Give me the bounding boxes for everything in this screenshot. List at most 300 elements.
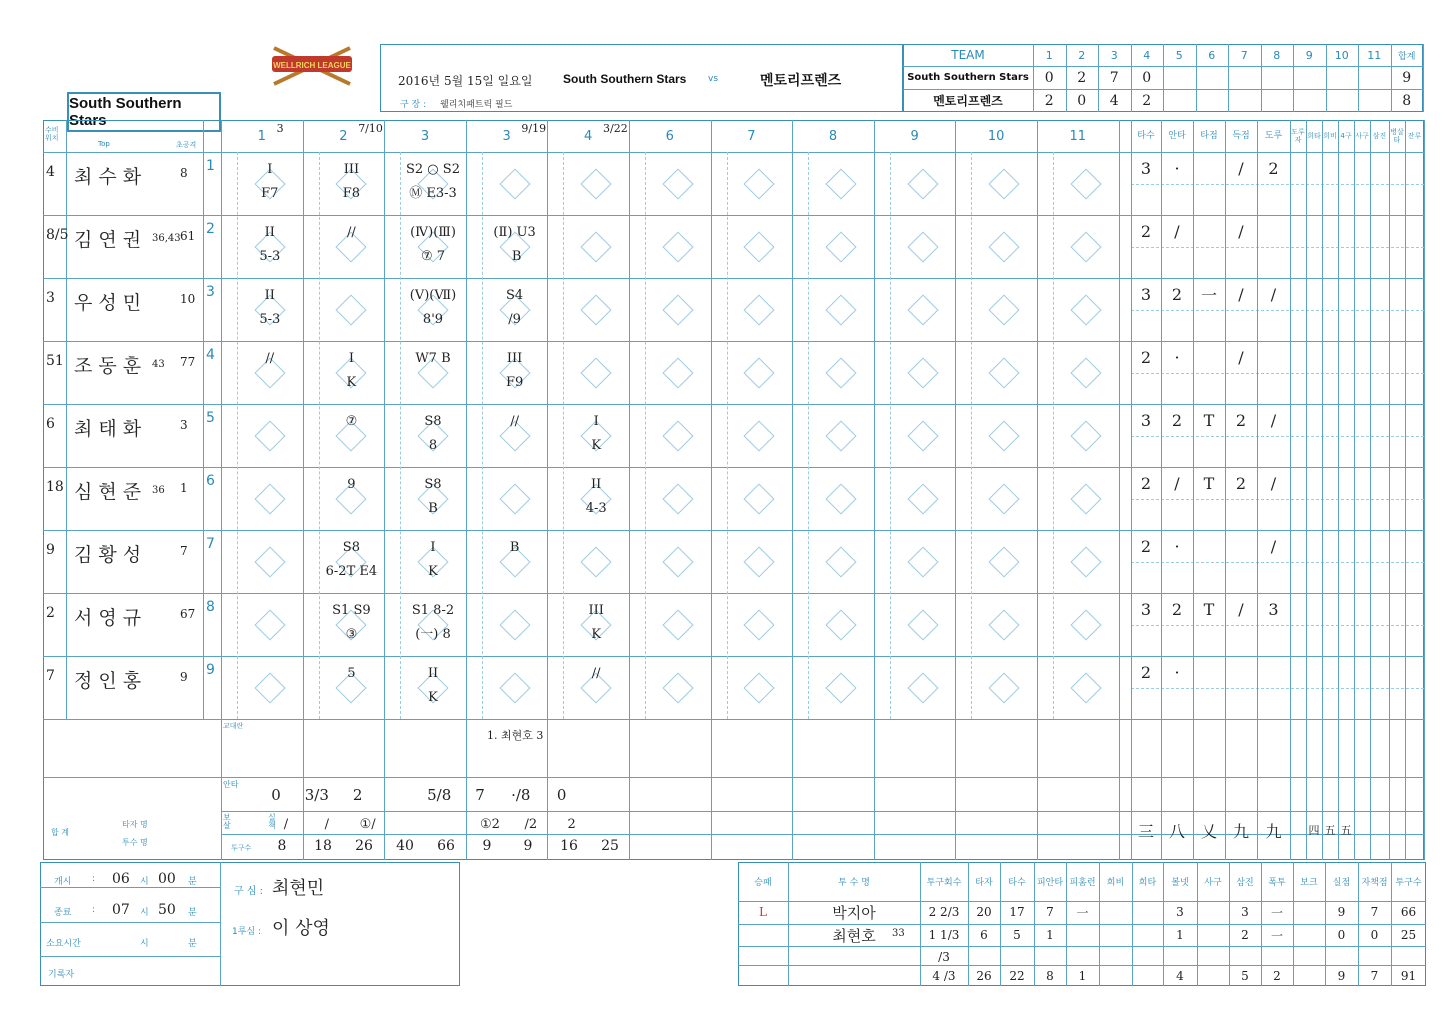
end-time-colon: : [92, 905, 96, 915]
pitching-header: 승패 [754, 878, 772, 888]
grid-line [43, 404, 1424, 405]
pitching-bf: 26 [976, 969, 992, 983]
pitching-innings: 4 /3 [932, 969, 956, 983]
pitching-er [1358, 947, 1391, 967]
batter-stat: / [1238, 284, 1244, 304]
scoreboard-runs: 4 [1109, 92, 1119, 109]
scoreboard-runs: 0 [1044, 69, 1054, 86]
batter-position: 6 [46, 416, 55, 432]
inning-header: 11 [1069, 128, 1087, 144]
batting-order: 6 [206, 473, 215, 489]
grid-line [319, 152, 320, 719]
pitching-bf: 6 [980, 928, 988, 942]
scoreboard-runs [1261, 66, 1294, 89]
pitching-bf: 20 [976, 905, 992, 919]
start-time-min: 00 [158, 871, 176, 887]
grid-line [43, 215, 1424, 216]
pitching-r: 0 [1337, 928, 1346, 942]
totals-errors-value: /2 [524, 816, 538, 832]
scoreboard-inning-header: 11 [1367, 48, 1382, 62]
batter-stat: 一 [1200, 285, 1217, 305]
totals-errors-value: ①/ [359, 816, 376, 832]
batter-stat: 3 [1140, 158, 1152, 178]
totals-errors-value: / [283, 816, 289, 832]
batter-stat: 2 [1171, 284, 1183, 304]
grid-line [303, 120, 304, 860]
grid-line [1338, 120, 1339, 860]
pitching-hr: 一 [1076, 905, 1089, 920]
batter-stat: T [1203, 599, 1215, 619]
totals-hits-label: 안타 [223, 780, 239, 789]
batter-number: 1 [180, 481, 188, 495]
pitching-sf [1099, 925, 1132, 945]
start-time-hour-unit: 시 [140, 877, 149, 887]
pitching-bb [1163, 947, 1197, 967]
totals-hits-value: 0 [271, 786, 281, 804]
first-umpire-label: 1루심 : [232, 927, 262, 937]
play-notation: // [510, 414, 519, 429]
batter-stat: 2 [1140, 473, 1152, 493]
batter-stat: / [1238, 347, 1244, 367]
grid-line [1405, 120, 1406, 860]
scoreboard-runs [1228, 89, 1261, 112]
pitching-np [1391, 947, 1426, 967]
inning-header: 6 [665, 128, 674, 144]
totals-hits-value: 5/8 [427, 786, 452, 804]
scoreboard-inning-header: 7 [1240, 48, 1248, 62]
stat-header: 희비 [1323, 132, 1337, 140]
batter-stat: 2 [1140, 347, 1152, 367]
scoreboard-inning-header: 5 [1175, 48, 1183, 62]
pitching-hbp [1197, 925, 1229, 945]
pitching-wp: 2 [1273, 969, 1281, 983]
totals-hits-value: 2 [352, 786, 363, 804]
pitching-h: 8 [1046, 969, 1054, 983]
grid-line [40, 956, 220, 957]
pitching-sh [1132, 902, 1163, 922]
grid-line [400, 152, 401, 719]
scoreboard-runs [1293, 89, 1326, 112]
batter-sub-note: 43 [152, 359, 165, 370]
pitching-wp [1261, 947, 1293, 967]
stat-total: 三 [1137, 821, 1154, 841]
pitching-er: 7 [1370, 969, 1379, 983]
scoreboard-runs: 2 [1142, 92, 1152, 109]
inning-header: 7 [747, 128, 756, 144]
batting-order: 1 [206, 158, 215, 174]
batter-stat: 2 [1268, 158, 1279, 178]
totals-assist-label: 보 살 [223, 813, 231, 830]
scoreboard-runs [1358, 89, 1391, 112]
grid-line [43, 777, 1424, 778]
substitution-note: 1. 최현호 3 [487, 729, 544, 742]
batter-stat [1225, 532, 1257, 560]
pitching-header: 투구수 [1395, 878, 1422, 888]
batter-stat: / [1270, 473, 1277, 493]
stat-header: 안타 [1168, 131, 1186, 141]
grid-line [1423, 44, 1424, 112]
scoreboard-team-header: TEAM [951, 48, 985, 62]
grid-line [1037, 120, 1038, 860]
scoreboard-runs [1163, 89, 1196, 112]
scoreboard-total: 8 [1402, 92, 1412, 109]
pitching-header: 피홈런 [1069, 878, 1096, 888]
stat-header: 사구 [1355, 132, 1369, 140]
batter-stat [1257, 343, 1290, 371]
pitching-header: 볼넷 [1171, 878, 1189, 888]
totals-errors-label: 실 책 [268, 813, 276, 830]
play-notation: S8 8 [424, 414, 442, 453]
batter-stat: · [1174, 158, 1180, 178]
batter-position: 51 [46, 353, 64, 369]
stat-header: 타점 [1200, 131, 1218, 141]
batter-number: 10 [180, 292, 196, 306]
play-notation: S8 6-2T E4 [325, 540, 378, 579]
totals-hits-value: 3/3 [304, 786, 329, 804]
batter-name: 조동훈 [74, 355, 148, 377]
play-notation: I K [428, 540, 438, 579]
pitching-header: 폭투 [1268, 878, 1286, 888]
grid-line [40, 887, 220, 888]
pitching-bb: 3 [1176, 905, 1184, 919]
grid-line [1306, 120, 1307, 860]
pitching-r: 9 [1337, 905, 1346, 919]
inning-header: 2 [339, 128, 348, 144]
stadium-name: 웰리치패트릭 필드 [440, 100, 513, 110]
grid-line [645, 152, 646, 719]
stat-total: 五 [1340, 824, 1352, 837]
scoreboard-inning-header: 1 [1045, 48, 1053, 62]
batter-stat: / [1270, 536, 1277, 556]
batter-name: 우성민 [74, 292, 148, 314]
stat-total: 五 [1324, 824, 1336, 837]
totals-pitches-value: 66 [437, 838, 455, 854]
play-notation: W7 B [415, 351, 451, 366]
batter-name: 최태화 [74, 418, 148, 440]
totals-pitches-value: 9 [523, 838, 533, 854]
batter-stat: 3 [1140, 599, 1152, 619]
grid-line [1131, 247, 1424, 248]
grid-line [1354, 120, 1355, 860]
scoreboard-runs: 0 [1142, 69, 1152, 86]
play-notation: // [347, 225, 356, 240]
pitching-sf [1099, 902, 1132, 922]
svg-text:WELLRICH LEAGUE: WELLRICH LEAGUE [273, 61, 351, 70]
pitching-hbp [1197, 902, 1229, 922]
pitching-name [788, 947, 920, 967]
pitching-hbp [1197, 966, 1229, 986]
scoreboard-runs [1228, 66, 1261, 89]
inning-header: 4 [584, 128, 593, 144]
pitching-bk [1293, 966, 1325, 986]
pitching-wp: 一 [1270, 905, 1283, 920]
pitching-result [738, 947, 788, 967]
grid-line [1053, 152, 1054, 719]
pitching-wp: 一 [1270, 928, 1283, 943]
pitching-header: 투 수 명 [838, 878, 870, 888]
play-notation: S1 S9 ③ [332, 603, 371, 642]
play-notation: (Ⅳ)(Ⅲ) ⑦ 7 [410, 225, 456, 264]
pitching-so: 5 [1241, 969, 1249, 983]
pitching-header: 희타 [1138, 878, 1157, 888]
grid-line [1131, 499, 1424, 500]
totals-pitches-value: 40 [396, 838, 414, 854]
pitching-ab: 5 [1013, 928, 1021, 942]
batter-number: 7 [180, 544, 188, 558]
grid-line [43, 530, 1424, 531]
grid-line [971, 152, 972, 719]
grid-line [43, 152, 1424, 153]
grid-line [43, 467, 1424, 468]
batter-number: 9 [180, 670, 188, 684]
pos-header: 수비 위치 [45, 126, 59, 142]
play-notation: III F9 [505, 351, 524, 390]
play-notation: II K [427, 666, 439, 705]
stadium-label: 구 장 : [400, 100, 427, 110]
stat-header: 희타 [1307, 132, 1321, 140]
totals-errors-value: / [324, 816, 329, 832]
pitching-h [1034, 947, 1066, 967]
scoreboard-runs [1326, 89, 1359, 112]
end-time-label: 종료 [54, 908, 72, 918]
batter-name: 서영규 [74, 607, 148, 629]
inning-note: 3/22 [603, 122, 628, 135]
scoreboard-team-name: South Southern Stars [907, 72, 1029, 83]
duration-min-unit: 분 [188, 939, 197, 949]
pitching-so: 2 [1241, 928, 1249, 942]
scoreboard-runs: 2 [1077, 69, 1087, 86]
vs-label: vs [708, 74, 719, 84]
batter-stat: 2 [1140, 662, 1152, 682]
grid-line [220, 862, 221, 986]
batter-stat: · [1174, 347, 1180, 367]
scoreboard-total: 9 [1402, 69, 1412, 86]
scoreboard-inning-header: 4 [1143, 48, 1151, 62]
inning-header: 8 [828, 128, 838, 144]
scoreboard-runs [1196, 89, 1229, 112]
pitching-bk [1293, 902, 1325, 922]
grid-line [221, 120, 222, 860]
batter-stat: 3 [1140, 284, 1152, 304]
batter-stat: / [1270, 410, 1277, 430]
pitching-ab: 22 [1009, 969, 1025, 983]
batter-stat: 2 [1235, 473, 1247, 493]
batting-order: 2 [206, 221, 215, 237]
inning-header: 3 [420, 128, 430, 144]
sub-attack-label: 초공격 [176, 141, 197, 149]
totals-pitcher-label: 투수 명 [122, 838, 148, 847]
grid-line [563, 152, 564, 719]
pitching-np: 66 [1400, 905, 1417, 919]
stat-header: 도루 [1264, 131, 1283, 141]
totals-label: 합 계 [51, 828, 69, 837]
pitching-sh [1132, 925, 1163, 945]
pitching-ab [1000, 947, 1034, 967]
batter-stat: T [1203, 473, 1215, 493]
stat-header: 도루자 [1291, 128, 1305, 144]
end-time-hour-unit: 시 [140, 908, 149, 918]
recorder-label: 기록자 [48, 970, 75, 980]
batter-number: 61 [180, 229, 196, 243]
grid-line [890, 152, 891, 719]
pitching-innings: /3 [938, 950, 950, 964]
batter-stat [1193, 343, 1225, 371]
batter-position: 3 [46, 290, 55, 306]
batter-position: 2 [46, 605, 55, 621]
batter-position: 4 [46, 164, 55, 180]
grid-line [43, 719, 1424, 720]
grid-line [1389, 120, 1390, 860]
duration-hour-unit: 시 [140, 939, 149, 949]
scoreboard-inning-header: 6 [1208, 48, 1216, 62]
totals-errors-value [434, 815, 464, 833]
batter-stat: / [1238, 221, 1244, 241]
play-notation: // [591, 666, 601, 681]
batter-stat: / [1238, 599, 1244, 619]
stat-header: 타수 [1137, 131, 1155, 141]
pitching-er: 7 [1370, 905, 1379, 919]
batter-name: 김연권 [74, 229, 148, 251]
end-time-min-unit: 분 [188, 908, 197, 918]
stat-total: 九 [1265, 821, 1282, 841]
play-notation: II 5-3 [259, 225, 281, 264]
batter-stat [1193, 217, 1225, 245]
play-notation: I K [591, 414, 602, 453]
grid-line [955, 120, 956, 860]
top-label: Top [98, 140, 110, 148]
scoreboard-inning-header: 10 [1334, 48, 1349, 62]
scoreboard-total-header: 합계 [1398, 51, 1416, 62]
play-notation: 5 [347, 666, 356, 681]
batter-stat [1193, 154, 1225, 182]
batter-stat: 2 [1140, 221, 1152, 241]
batter-name: 정인홍 [74, 670, 148, 692]
scoreboard-runs [1293, 66, 1326, 89]
batting-order: 3 [206, 284, 215, 300]
stat-total: 乂 [1200, 821, 1217, 841]
away-team-label: 멘토리프렌즈 [760, 73, 842, 89]
pitching-header: 실점 [1332, 878, 1351, 888]
batter-name: 심현준 [74, 481, 148, 503]
grid-line [43, 341, 1424, 342]
stat-total: 四 [1308, 824, 1320, 837]
grid-line [1370, 120, 1371, 860]
play-notation: III K [588, 603, 604, 642]
pitching-header: 타자 [975, 878, 993, 888]
batting-order: 9 [206, 662, 215, 678]
pitching-hbp [1197, 947, 1229, 967]
batter-name: 김황성 [74, 544, 148, 566]
league-logo [268, 44, 356, 88]
batter-name: 최수화 [74, 166, 148, 188]
play-notation: I K [346, 351, 357, 390]
grid-line [1290, 120, 1291, 860]
batter-stat: / [1174, 473, 1180, 493]
stat-header: 삼진 [1372, 132, 1387, 140]
inning-header: 9 [910, 128, 919, 144]
totals-hits-value: ·/8 [511, 786, 531, 804]
batter-stat [1193, 658, 1225, 686]
grid-line [1131, 436, 1424, 437]
batter-position: 18 [46, 479, 64, 495]
grid-line [1424, 120, 1425, 860]
pitching-header: 타수 [1008, 878, 1026, 888]
game-date: 2016년 5월 15일 일요일 [398, 74, 533, 88]
scoreboard-runs: 2 [1044, 92, 1054, 109]
pitching-innings: 1 1/3 [928, 928, 960, 942]
batter-position: 7 [46, 668, 55, 684]
inning-note: 9/19 [521, 122, 547, 135]
grid-line [203, 120, 204, 720]
batter-stat: 3 [1268, 599, 1279, 619]
scoreboard-runs [1358, 66, 1391, 89]
grid-line [808, 152, 809, 719]
batter-stat: / [1238, 158, 1244, 178]
batter-stat: 2 [1235, 410, 1247, 430]
plate-umpire-label: 구 심 : [234, 886, 264, 897]
inning-note: 7/10 [358, 122, 383, 135]
batter-stat [1257, 217, 1290, 245]
start-time-colon: : [92, 874, 96, 884]
pitching-hr: 1 [1078, 969, 1087, 983]
grid-line [874, 120, 875, 860]
grid-line [629, 120, 630, 860]
stat-total [1290, 817, 1306, 843]
pitching-np: 91 [1400, 969, 1417, 983]
pitching-r: 9 [1337, 969, 1346, 983]
batter-stat [1193, 532, 1225, 560]
grid-line [1131, 184, 1424, 185]
batter-sub-note: 36 [152, 485, 165, 496]
grid-line [66, 120, 67, 720]
scoreboard-runs [1196, 66, 1229, 89]
totals-pitches-label: 투구수 [231, 844, 252, 852]
play-notation: B [509, 540, 520, 555]
totals-hits-value [383, 785, 413, 805]
totals-pitches-value: 16 [560, 838, 578, 854]
start-time-min-unit: 분 [188, 877, 197, 887]
end-time-hour: 07 [112, 902, 130, 918]
batter-stat: / [1174, 221, 1180, 241]
pitching-result [738, 966, 788, 986]
pitching-header: 희비 [1106, 878, 1125, 888]
grid-line [1131, 562, 1424, 563]
totals-pitches-value: 9 [482, 838, 492, 854]
grid-line [1119, 120, 1120, 860]
totals-errors-value: 2 [567, 816, 576, 832]
grid-line [43, 656, 1424, 657]
pitching-sf [1099, 947, 1132, 967]
totals-hits-value: 0 [556, 786, 567, 804]
grid-line [43, 593, 1424, 594]
substitution-label: 교대란 [223, 722, 244, 730]
batting-order: 8 [206, 599, 215, 615]
batter-stat [1257, 658, 1290, 686]
pitching-bb: 1 [1176, 928, 1184, 942]
inning-header: 1 [257, 128, 266, 144]
pitcher-number: 33 [892, 928, 905, 939]
totals-hits-value: 7 [475, 786, 485, 804]
grid-line [40, 922, 220, 923]
first-umpire-name: 이 상영 [272, 918, 330, 939]
batter-stat: 2 [1171, 599, 1183, 619]
pitching-sh [1132, 966, 1163, 986]
pitching-header: 피안타 [1036, 878, 1064, 888]
grid-line [384, 120, 385, 860]
play-notation: I F7 [261, 162, 279, 201]
start-time-hour: 06 [112, 871, 130, 887]
grid-line [727, 152, 728, 719]
